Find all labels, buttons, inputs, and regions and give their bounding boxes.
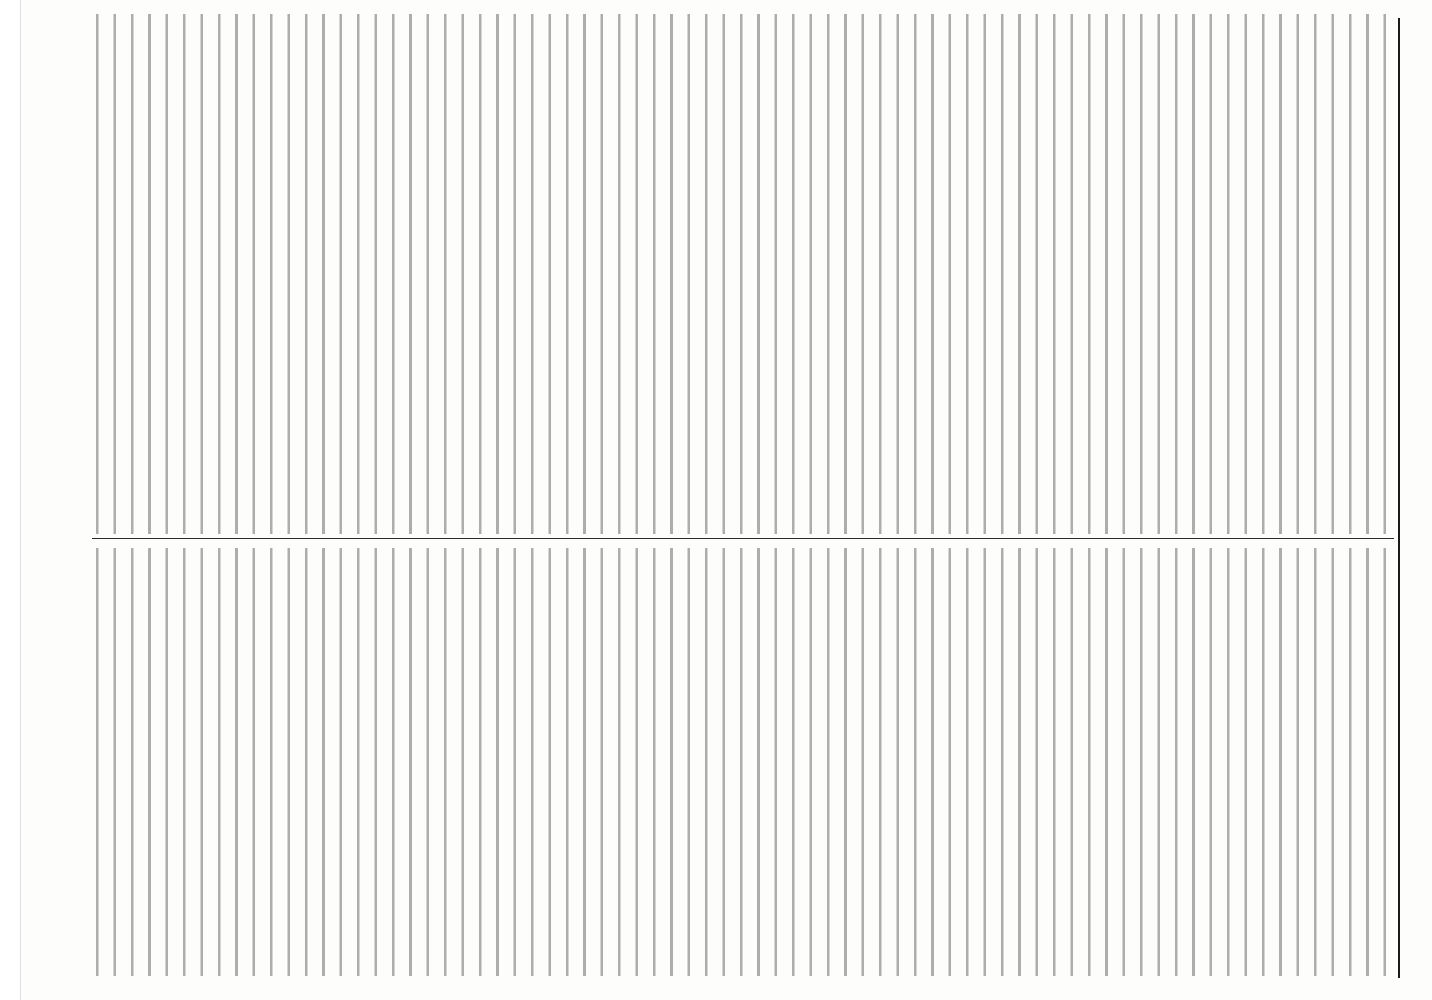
text-column-lower <box>96 548 1392 976</box>
digitization-strip <box>0 0 21 1000</box>
column-divider <box>92 538 1394 539</box>
illegible-text-lines <box>96 548 1392 976</box>
text-column-upper <box>96 14 1392 534</box>
header-rule <box>1398 18 1400 978</box>
digitization-caption <box>4 40 16 940</box>
illegible-text-lines <box>96 14 1392 534</box>
